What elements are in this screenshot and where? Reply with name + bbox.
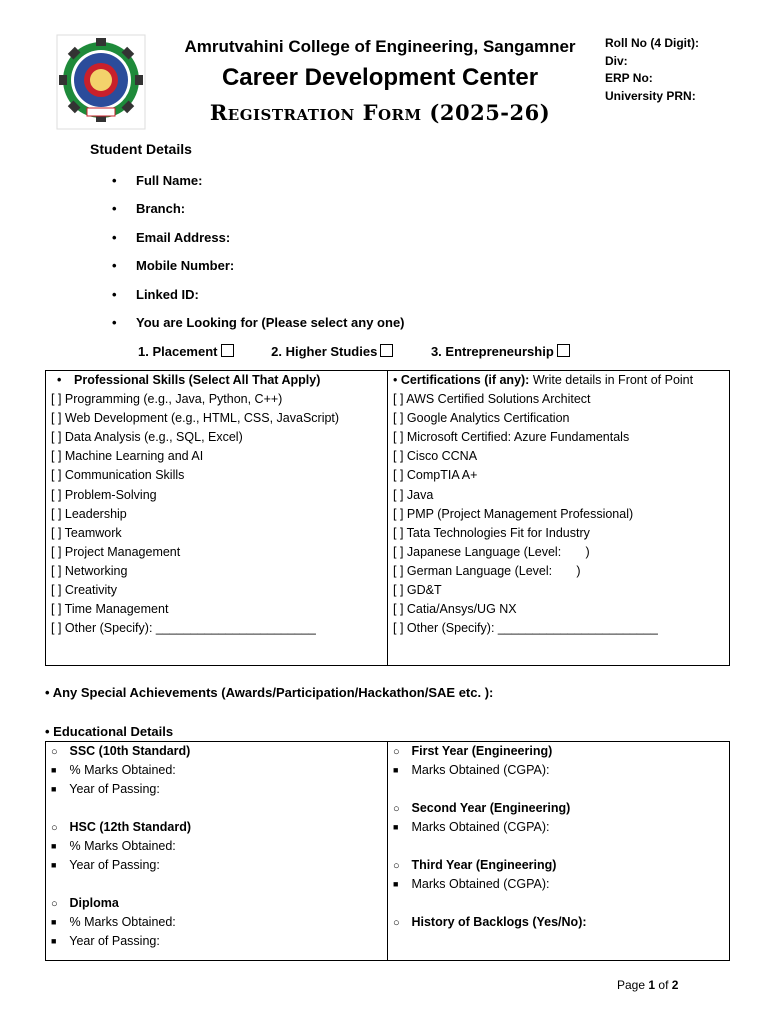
hsc-year-field[interactable]: ■ Year of Passing: [51,858,160,872]
option-entrepreneurship[interactable]: 3. Entrepreneurship [431,344,570,359]
erp-no-label: ERP No: [605,71,653,85]
entrepreneurship-checkbox[interactable] [557,344,570,357]
diploma-title: ○ Diploma [51,896,119,910]
center-name: Career Development Center [221,64,539,91]
ssc-title: ○ SSC (10th Standard) [51,744,191,758]
skill-item[interactable]: [ ] Project Management [51,544,181,559]
engineering-column [388,742,730,961]
option-placement[interactable]: 1. Placement [138,344,234,359]
certification-item[interactable]: [ ] German Language (Level: ) [393,563,581,578]
college-name: Amrutvahini College of Engineering, Sangamner [184,37,576,56]
student-details-list [112,173,405,343]
page-number: Page 1 of 2 [617,978,679,992]
skills-title: • Professional Skills (Select All That Apply) [57,373,321,387]
roll-no-label: Roll No (4 Digit): [605,36,699,50]
fe-title: ○ First Year (Engineering) [393,744,553,758]
diploma-year-field[interactable]: ■ Year of Passing: [51,934,160,948]
certification-item[interactable]: [ ] PMP (Project Management Professional) [393,506,634,521]
certification-item[interactable]: [ ] Tata Technologies Fit for Industry [393,525,590,540]
certification-item[interactable]: [ ] Google Analytics Certification [393,411,570,426]
skill-item[interactable]: [ ] Creativity [51,583,117,598]
field-mobile[interactable]: • Mobile Number: [112,258,235,274]
skill-item[interactable]: [ ] Other (Specify): _______________________ [51,621,316,636]
se-cgpa-field[interactable]: ■ Marks Obtained (CGPA): [393,820,550,834]
skill-item[interactable]: [ ] Problem-Solving [51,487,157,502]
te-cgpa-field[interactable]: ■ Marks Obtained (CGPA): [393,877,550,891]
meta-fields [605,35,699,105]
hsc-title: ○ HSC (12th Standard) [51,820,192,834]
ssc-year-field[interactable]: ■ Year of Passing: [51,782,160,796]
field-looking-for: • You are Looking for (Please select any one) [112,314,405,330]
div-label: Div: [605,53,628,68]
skill-item[interactable]: [ ] Programming (e.g., Java, Python, C++) [51,392,283,407]
se-title: ○ Second Year (Engineering) [393,801,571,815]
option-higher-studies[interactable]: 2. Higher Studies [271,344,393,359]
special-achievements-label[interactable]: • Any Special Achievements (Awards/Participation/Hackathon/SAE etc. ): [45,685,494,700]
educational-details-title: • Educational Details [45,724,174,739]
backlogs-field[interactable]: ○ History of Backlogs (Yes/No): [393,915,587,929]
student-details-title: Student Details [90,141,192,157]
skill-item[interactable]: [ ] Machine Learning and AI [51,449,204,464]
school-column [46,742,388,961]
field-branch[interactable]: • Branch: [112,201,186,217]
certifications-title: • Certifications (if any): Write details in Front of Point [393,373,694,387]
certification-item[interactable]: [ ] Java [393,487,434,502]
skills-column [46,371,388,666]
skills-certifications-table [45,370,730,666]
skill-item[interactable]: [ ] Networking [51,563,128,578]
certification-item[interactable]: [ ] Japanese Language (Level: ) [393,544,590,559]
certification-item[interactable]: [ ] Cisco CCNA [393,449,478,464]
placement-checkbox[interactable] [221,344,234,357]
educational-details-table [45,741,730,961]
field-email[interactable]: • Email Address: [112,229,231,245]
skill-item[interactable]: [ ] Time Management [51,602,169,617]
certifications-column [388,371,730,666]
certification-item[interactable]: [ ] Other (Specify): _______________________ [393,621,658,636]
skill-item[interactable]: [ ] Teamwork [51,525,122,540]
looking-for-options [138,344,604,359]
form-title: Registration Form (2025-26) [209,100,551,125]
certification-item[interactable]: [ ] GD&T [393,583,442,598]
certification-item[interactable]: [ ] AWS Certified Solutions Architect [393,392,591,407]
field-full-name[interactable]: • Full Name: [112,173,203,188]
field-linked-id[interactable]: • Linked ID: [112,286,199,302]
ssc-marks-field[interactable]: ■ % Marks Obtained: [51,763,176,777]
certification-item[interactable]: [ ] Catia/Ansys/UG NX [393,602,517,617]
skill-item[interactable]: [ ] Communication Skills [51,468,185,483]
certification-item[interactable]: [ ] Microsoft Certified: Azure Fundamentals [393,430,630,445]
university-prn-label: University PRN: [605,88,696,103]
skill-item[interactable]: [ ] Leadership [51,506,127,521]
higher-studies-checkbox[interactable] [380,344,393,357]
diploma-marks-field[interactable]: ■ % Marks Obtained: [51,915,176,929]
skill-item[interactable]: [ ] Web Development (e.g., HTML, CSS, JavaScript) [51,411,340,426]
te-title: ○ Third Year (Engineering) [393,858,557,872]
certification-item[interactable]: [ ] CompTIA A+ [393,468,478,483]
college-logo [56,34,146,130]
fe-cgpa-field[interactable]: ■ Marks Obtained (CGPA): [393,763,550,777]
skill-item[interactable]: [ ] Data Analysis (e.g., SQL, Excel) [51,430,243,445]
hsc-marks-field[interactable]: ■ % Marks Obtained: [51,839,176,853]
